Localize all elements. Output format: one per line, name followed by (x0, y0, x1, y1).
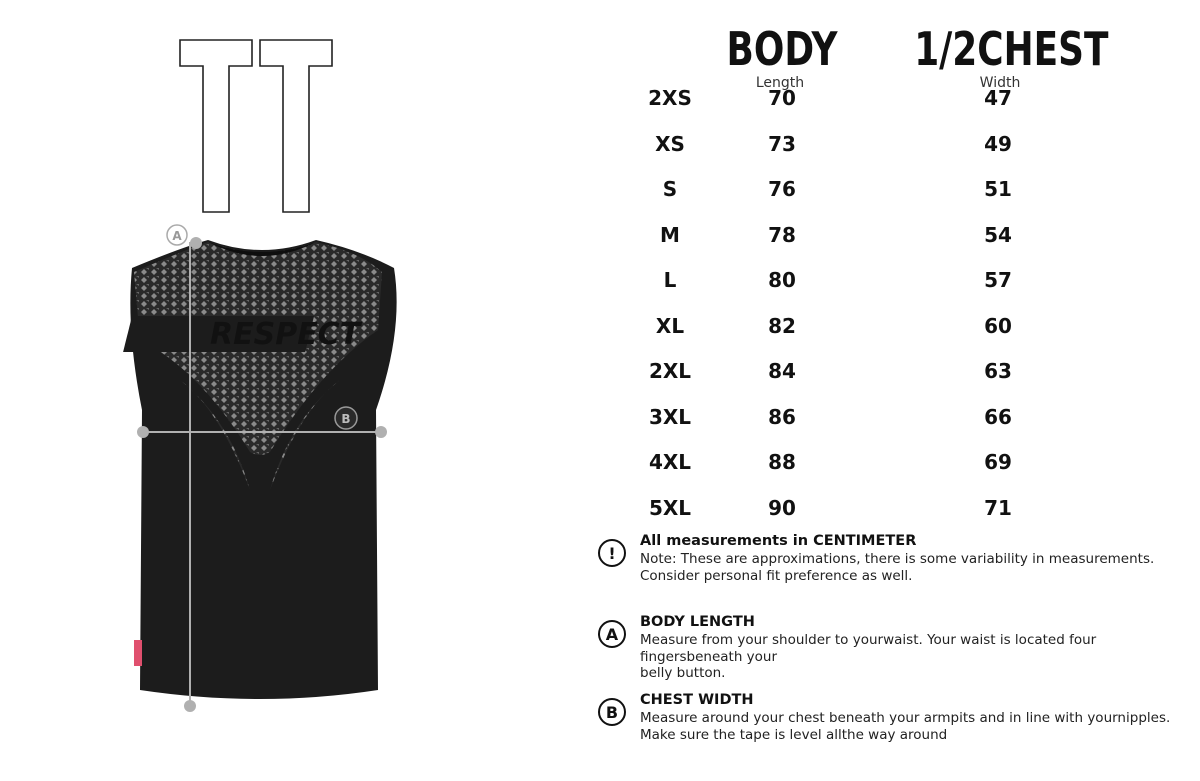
body-length-value: 73 (768, 131, 796, 156)
note-text: Measure around your chest beneath your armpits and in line with yournipples. Make sure the tape is level allthe way around (640, 710, 1171, 743)
body-length-value: 88 (768, 450, 796, 474)
chest-width-value: 47 (984, 86, 1012, 110)
marker-a-icon: A (598, 620, 626, 648)
size-row (600, 496, 1080, 526)
svg-text:RESPECT: RESPECT (210, 317, 361, 352)
svg-text:B: B (341, 412, 351, 426)
chest-column-title: 1/2CHEST (914, 22, 1109, 76)
shirt-diagram (120, 220, 410, 720)
size-label: 4XL (648, 450, 692, 474)
body-column-subtitle: Length (755, 75, 805, 91)
size-row (600, 314, 1080, 344)
body-column-title: BODY (726, 22, 838, 76)
size-label: S (662, 177, 678, 201)
marker-b-icon: B (598, 698, 626, 726)
marker-a (167, 225, 187, 245)
note-text: Measure from your shoulder to yourwaist. Your waist is located four fingersbeneath your belly button. (640, 632, 1097, 681)
chest-width-value: 63 (984, 359, 1012, 383)
chest-width-value: 54 (984, 222, 1012, 247)
chest-width-value: 51 (984, 177, 1012, 201)
chest-width-value: 69 (984, 450, 1012, 474)
shirt-print (123, 316, 363, 352)
brand-logo (178, 38, 334, 216)
size-label: XS (655, 131, 685, 156)
chest-width-value: 57 (984, 268, 1012, 292)
size-label: XL (655, 313, 685, 338)
size-row (600, 132, 1080, 162)
body-length-value: 80 (768, 268, 796, 292)
size-row (600, 177, 1080, 207)
size-label: M (660, 222, 680, 247)
body-length-value: 90 (768, 495, 796, 520)
body-length-value: 76 (768, 177, 796, 201)
size-row (600, 359, 1080, 389)
size-label: 3XL (648, 404, 692, 429)
info-icon: ! (598, 539, 626, 567)
body-length-value: 70 (768, 86, 796, 110)
size-row (600, 86, 1080, 116)
body-length-value: 86 (768, 404, 796, 429)
size-label: 5XL (648, 495, 692, 520)
body-length-value: 84 (768, 359, 796, 383)
note-title: BODY LENGTH (640, 614, 755, 630)
chest-column-subtitle: Width (979, 75, 1021, 91)
svg-text:A: A (172, 229, 182, 243)
body-length-value: 82 (768, 313, 796, 338)
size-row (600, 223, 1080, 253)
size-label: L (663, 268, 677, 292)
size-row (600, 450, 1080, 480)
note-text: Note: These are approximations, there is some variability in measurements. Consider personal fit preference as well. (640, 551, 1155, 584)
size-label: 2XL (648, 359, 692, 383)
size-row (600, 268, 1080, 298)
note-title: CHEST WIDTH (640, 692, 754, 708)
chest-width-value: 71 (984, 495, 1012, 520)
body-length-value: 78 (768, 222, 796, 247)
marker-b (335, 407, 357, 429)
size-label: 2XS (648, 86, 692, 110)
note-title: All measurements in CENTIMETER (640, 533, 917, 549)
size-row (600, 405, 1080, 435)
shirt-tag (134, 640, 142, 666)
chest-width-value: 60 (984, 313, 1012, 338)
chest-width-value: 49 (984, 131, 1012, 156)
chest-width-value: 66 (984, 404, 1012, 429)
